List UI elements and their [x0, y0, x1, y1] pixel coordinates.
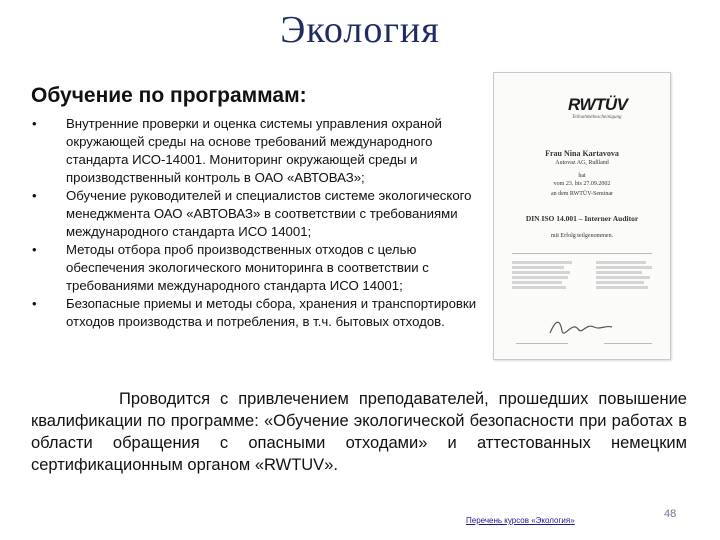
slide-title: Экология	[280, 9, 440, 51]
certificate-logo-subtitle: Teilnahmebescheinigung	[572, 115, 622, 120]
bullet-icon: •	[32, 296, 37, 311]
bullet-icon: •	[32, 188, 37, 203]
certificate-divider	[512, 253, 652, 254]
bullet-text: Внутренние проверки и оценка системы управления охраной окружающей среды на основе требований международного стандарта ИСО-14001. Мониторинг окружающей среды и производственный контроль в ОАО «АВТОВАЗ»;	[66, 116, 442, 185]
certificate-course: DIN ISO 14.001 – Interner Auditor	[525, 214, 639, 223]
certificate-result: mit Erfolg teilgenommen.	[550, 233, 614, 239]
bullet-icon: •	[32, 242, 37, 257]
certificate-dates: vom 23. bis 27.09.2002	[553, 181, 611, 187]
list-item	[30, 241, 492, 295]
certificate-company: Autovaz AG, Rußland	[555, 160, 609, 166]
bullet-text: Безопасные приемы и методы сбора, хранения и транспортировки отходов производства и потребления, в т.ч. бытовых отходов.	[66, 296, 477, 329]
page-number: 48	[664, 508, 677, 520]
rwtuv-logo: RWTÜV	[568, 95, 628, 114]
signature-icon	[546, 317, 616, 339]
list-item	[30, 295, 492, 331]
certificate-image	[493, 72, 671, 360]
certificate-right-column	[596, 259, 666, 291]
signature-line-left	[516, 343, 568, 344]
list-item	[30, 187, 492, 241]
footer-link-courses[interactable]: Перечень курсов «Экология»	[466, 516, 575, 525]
bullet-text: Обучение руководителей и специалистов системе экологического менеджмента ОАО «АВТОВАЗ» в соответствии с требованиями международного стандарта ИСО 14001;	[66, 188, 472, 239]
certificate-hat: hat	[578, 173, 586, 179]
bullet-icon: •	[32, 116, 37, 131]
signature-line-right	[604, 343, 652, 344]
slide-subtitle: Обучение по программам:	[31, 84, 307, 107]
certificate-seminar: an dem RWTÜV-Seminar	[550, 191, 614, 197]
body-paragraph: Проводится с привлечением преподавателей, прошедших повышение квалификации по программе: «Обучение экологической безопасности при работах в области обращения с опасными отходами» и аттестованных немецким сертификационным органом «RWTUV».	[31, 390, 687, 474]
bullet-list	[30, 115, 492, 331]
bullet-text: Методы отбора проб производственных отходов с целью обеспечения экологического мониторинга в соответствии с требованиями международного стандарта ИСО 14001;	[66, 242, 429, 293]
certificate-recipient: Frau Nina Kartavova	[545, 149, 619, 158]
certificate-left-column	[512, 259, 582, 291]
list-item	[30, 115, 492, 187]
